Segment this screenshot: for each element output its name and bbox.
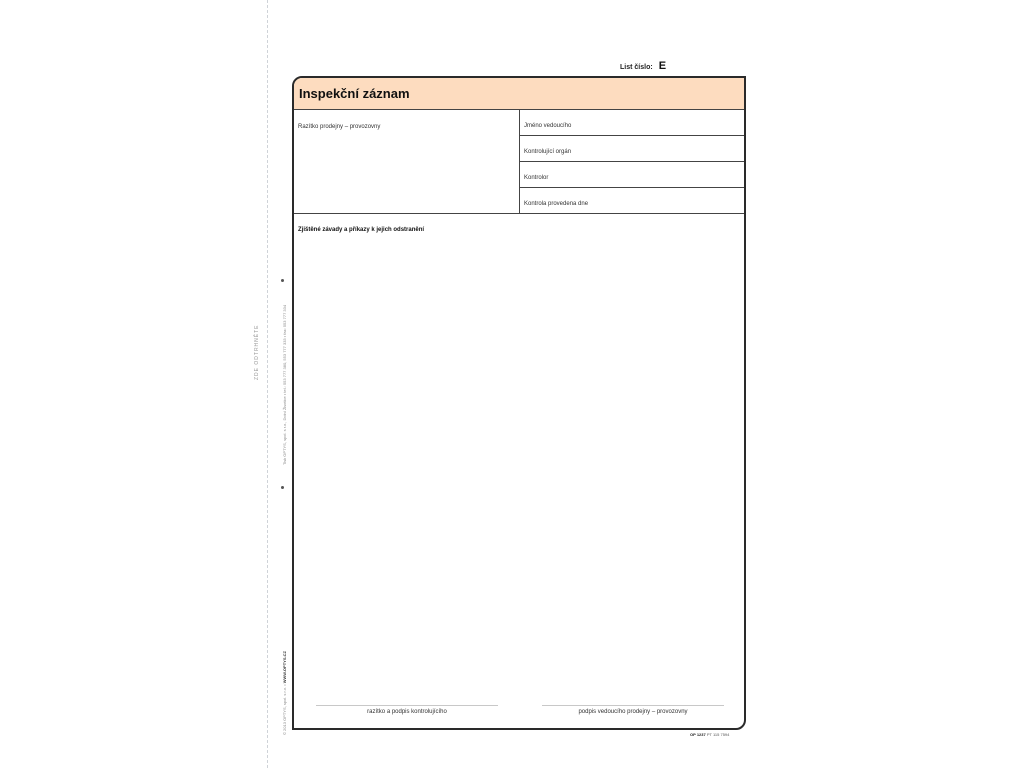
- sheet-number-label: List číslo:: [620, 64, 653, 71]
- inspection-date-field[interactable]: [520, 188, 746, 214]
- info-fields: [520, 110, 746, 214]
- manager-signature-label: podpis vedoucího prodejny – provozovny: [578, 709, 688, 715]
- inspection-form: [292, 76, 746, 730]
- margin-dot-top: [281, 279, 284, 282]
- website-link[interactable]: WWW.OPTYS.CZ: [282, 651, 287, 684]
- form-code: [690, 732, 729, 737]
- form-code-number: OP 1237: [690, 732, 706, 737]
- inspector-label: Kontrolor: [524, 175, 549, 181]
- manager-signature[interactable]: [542, 705, 724, 715]
- publisher-info: Tisk OPTYS, spol. s r.o., Dolní Životice • tel.: 553 777 380, 553 777 333 • fax: 553 777 334: [282, 304, 287, 465]
- stamp-field[interactable]: [294, 110, 520, 214]
- form-title: Inspekční záznam: [299, 86, 410, 101]
- defects-label: Zjištěné závady a příkazy k jejich odstranění: [298, 227, 425, 233]
- inspection-authority-label: Kontrolující orgán: [524, 149, 572, 155]
- inspector-signature-label: razítko a podpis kontrolujícího: [367, 709, 447, 715]
- defects-area[interactable]: [294, 214, 744, 728]
- margin-dot-bottom: [281, 486, 284, 489]
- tear-off-label: ZDE ODTRHNĚTE: [254, 324, 260, 380]
- manager-name-label: Jméno vedoucího: [524, 123, 572, 129]
- stamp-field-label: Razítko prodejny – provozovny: [298, 124, 381, 130]
- form-code-extra: PT 115 7594: [706, 732, 730, 737]
- copyright-notice: [282, 651, 287, 735]
- sheet-number: [620, 60, 666, 72]
- manager-name-field[interactable]: [520, 110, 746, 136]
- perforation-line: [267, 0, 268, 768]
- form-header: [294, 78, 744, 110]
- inspection-date-label: Kontrola provedena dne: [524, 201, 589, 207]
- copyright-text: © 2013 OPTYS, spol. s r.o. •: [282, 684, 287, 735]
- inspector-signature[interactable]: [316, 705, 498, 715]
- inspector-signature-line: [316, 705, 498, 706]
- manager-signature-line: [542, 705, 724, 706]
- inspector-field[interactable]: [520, 162, 746, 188]
- inspection-authority-field[interactable]: [520, 136, 746, 162]
- sheet-number-value: E: [658, 60, 667, 72]
